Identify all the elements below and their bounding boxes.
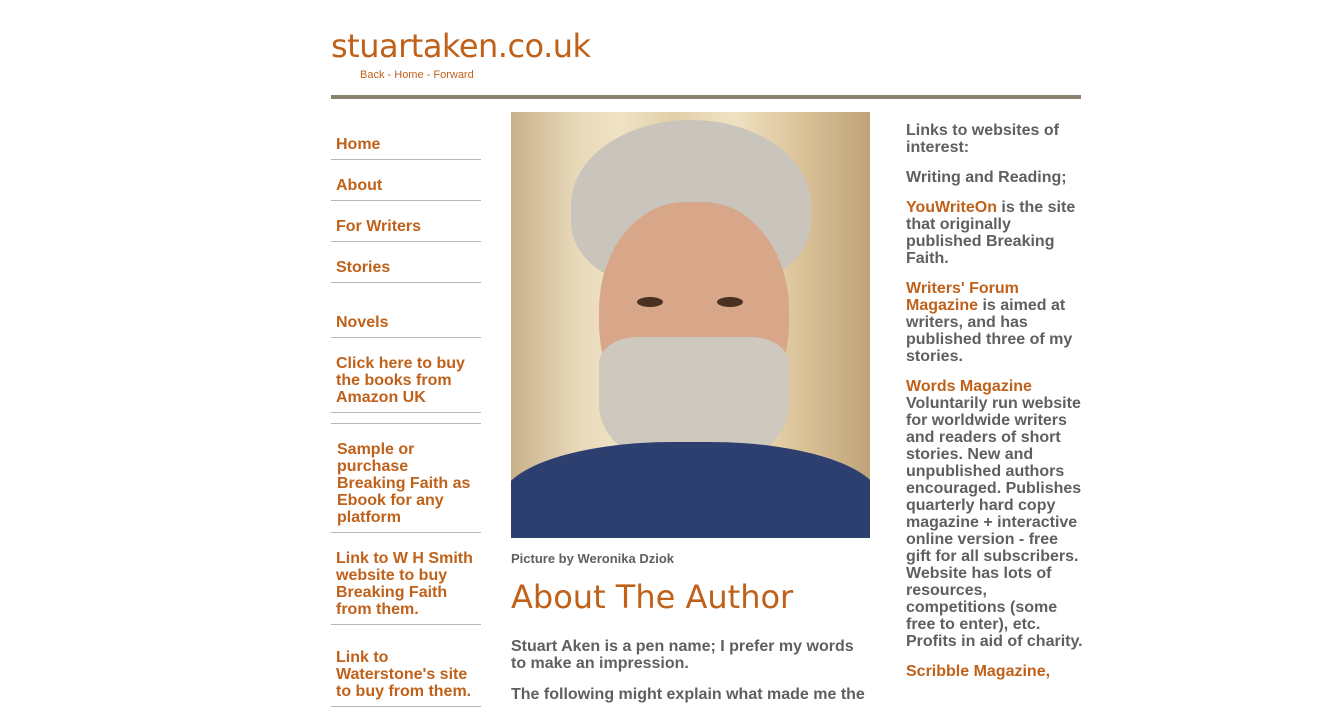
nav-divider: [331, 413, 481, 424]
links-intro: Links to websites of interest:: [906, 122, 1059, 156]
nav-spacer: [331, 283, 481, 310]
main-paragraph: The following might explain what made me the: [511, 686, 865, 703]
nav-separator: -: [423, 69, 434, 81]
sidebar-item-waterstones[interactable]: Link to Waterstone's site to buy from them.: [331, 645, 481, 707]
photo-eye: [717, 297, 743, 307]
nav-spacer: [331, 533, 481, 546]
photo-eye: [637, 297, 663, 307]
sidebar-nav: [331, 132, 481, 707]
photo-shirt: [511, 442, 870, 538]
site-title[interactable]: stuartaken.co.uk: [331, 27, 591, 65]
nav-spacer: [331, 424, 481, 437]
author-photo: [511, 112, 870, 538]
link-entry: [906, 280, 1084, 365]
nav-spacer: [331, 201, 481, 214]
sidebar-item-novels[interactable]: Novels: [331, 310, 481, 338]
nav-spacer: [331, 625, 481, 645]
link-description: is the site that originally published Breaking Faith.: [906, 199, 1076, 267]
home-link[interactable]: Home: [394, 69, 424, 81]
scribble-magazine-link[interactable]: Scribble Magazine,: [906, 663, 1051, 680]
nav-spacer: [331, 338, 481, 351]
nav-spacer: [331, 242, 481, 255]
back-link[interactable]: Back: [360, 69, 385, 81]
forward-link[interactable]: Forward: [433, 69, 474, 81]
youwriteon-link[interactable]: YouWriteOn: [906, 199, 997, 216]
sidebar-item-ebook[interactable]: Sample or purchase Breaking Faith as Ebook for any platform: [331, 437, 481, 533]
writers-forum-link[interactable]: Writers' Forum Magazine: [906, 280, 1019, 314]
sidebar-item-home[interactable]: Home: [331, 132, 481, 160]
main-text: [511, 638, 873, 717]
top-navigation: [360, 69, 474, 81]
words-magazine-link[interactable]: Words Magazine: [906, 378, 1032, 395]
sidebar-item-wh-smith[interactable]: Link to W H Smith website to buy Breaking Faith from them.: [331, 546, 481, 625]
sidebar-item-about[interactable]: About: [331, 173, 481, 201]
link-entry: [906, 199, 1084, 267]
sidebar-item-stories[interactable]: Stories: [331, 255, 481, 283]
sidebar-item-amazon[interactable]: Click here to buy the books from Amazon UK: [331, 351, 481, 413]
page-title: About The Author: [511, 578, 794, 616]
links-section-heading: Writing and Reading;: [906, 169, 1067, 186]
link-description: Voluntarily run website for worldwide writers and readers of short stories. New and unpublished authors encouraged. Publishes quarterly hard copy magazine + interactive online version - free gift for all subscribers. Website has lots of resources, competitions (some free to enter), etc. Profits in aid of charity.: [906, 395, 1083, 650]
link-entry: [906, 378, 1084, 650]
nav-separator: -: [384, 69, 395, 81]
link-entry: [906, 663, 1084, 680]
sidebar-item-for-writers[interactable]: For Writers: [331, 214, 481, 242]
link-description: is aimed at writers, and has published three of my stories.: [906, 297, 1073, 365]
main-paragraph: Stuart Aken is a pen name; I prefer my words to make an impression.: [511, 638, 854, 672]
links-panel: [906, 122, 1084, 693]
nav-spacer: [331, 160, 481, 173]
photo-caption: Picture by Weronika Dziok: [511, 551, 675, 566]
header-rule: [331, 95, 1081, 99]
